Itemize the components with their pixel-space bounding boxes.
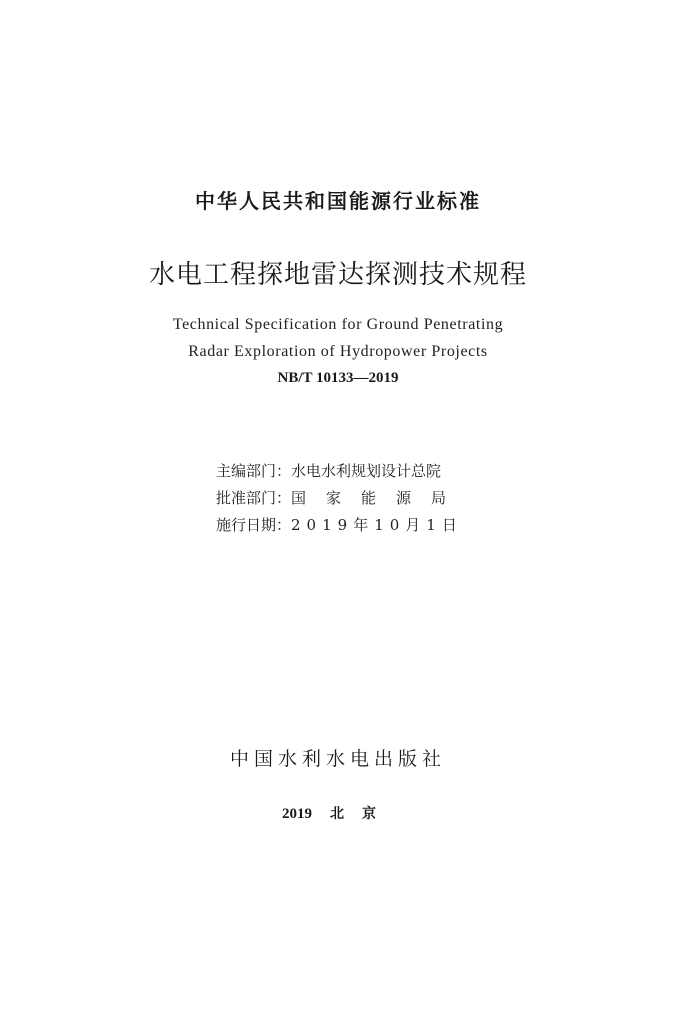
- standard-category-heading: 中华人民共和国能源行业标准: [195, 189, 481, 213]
- approval-department-row: [216, 487, 466, 508]
- approval-department-value: 国家能源局: [291, 489, 467, 507]
- publication-place: [0, 803, 676, 823]
- effective-date-value: 2019年10月1日: [291, 516, 463, 534]
- chief-department-value: 水电水利规划设计总院: [291, 462, 442, 480]
- standard-number: NB/T 10133—2019: [277, 370, 399, 386]
- chinese-title: 水电工程探地雷达探测技术规程: [148, 260, 527, 290]
- publisher-name: 中国水利水电出版社: [229, 748, 446, 770]
- effective-date-row: [216, 514, 463, 535]
- effective-date-label: 施行日期：: [216, 516, 292, 534]
- english-title-line-1: Technical Specification for Ground Penetrating: [172, 316, 504, 333]
- publication-city: 北京: [330, 806, 394, 822]
- publication-year: 2019: [282, 806, 312, 822]
- english-title-line-2: Radar Exploration of Hydropower Projects: [188, 343, 488, 360]
- approval-department-label: 批准部门：: [216, 489, 292, 507]
- chief-department-row: [216, 460, 441, 481]
- chief-department-label: 主编部门：: [216, 462, 292, 480]
